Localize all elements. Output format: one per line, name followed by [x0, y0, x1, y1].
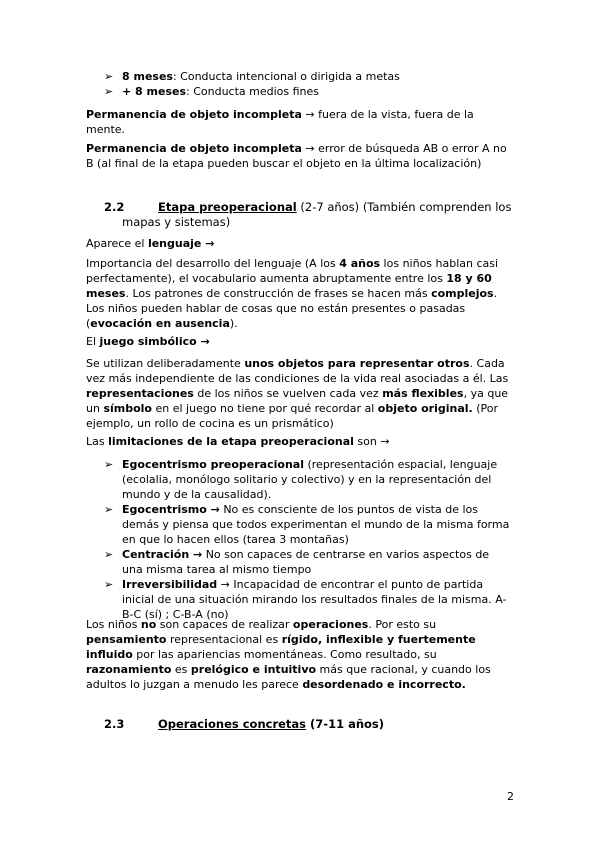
arrow-bullet-icon: ➢ — [104, 85, 114, 98]
list-item: ➢ 8 meses: Conducta intencional o dirigida a metas — [104, 70, 400, 83]
list-item: ➢ Irreversibilidad → Incapacidad de encontrar el punto de partida inicial de una situación mirando los resultados finales de la misma. A-B-C (sí) ; C-B-A (no) — [104, 578, 507, 621]
list-item: ➢ Centración → No son capaces de centrarse en varios aspectos de una misma tarea al mismo tiempo — [104, 548, 490, 576]
arrow-bullet-icon: ➢ — [104, 548, 114, 561]
arrow-bullet-icon: ➢ — [104, 70, 114, 83]
page-number: 2 — [507, 790, 514, 803]
arrow-bullet-icon: ➢ — [104, 503, 114, 516]
list-item: ➢ Egocentrismo → No es consciente de los puntos de vista de los demás y piensa que todos experimentan el mundo de la misma forma en que lo hacen ellos (tarea 3 montañas) — [104, 503, 510, 546]
section-heading-2-2: 2.2 Etapa preoperacional (2-7 años) (También comprenden los mapas y sistemas) — [104, 200, 512, 229]
list-item: ➢ Egocentrismo preoperacional (representación espacial, lenguaje (ecolalia, monólogo solitario y colectivo) y en la representación del mundo y de la causalidad). — [104, 458, 498, 501]
list-item: ➢ + 8 meses: Conducta medios fines — [104, 85, 320, 98]
paragraph-juego: Se utilizan deliberadamente unos objetos para representar otros. Cada vez más independiente de las condiciones de la vida real asociadas a él. Las representaciones de los niños se vuelven cada vez más flexibles, ya que un símbolo en el juego no tiene por qué recordar al objeto original. (Por ejemplo, un rollo de cocina es un prismático) — [86, 357, 509, 430]
paragraph-permanencia-2: Permanencia de objeto incompleta → error de búsqueda AB o error A no B (al final de la etapa pueden buscar el objeto en la última localización) — [86, 142, 507, 170]
arrow-bullet-icon: ➢ — [104, 578, 114, 591]
arrow-bullet-icon: ➢ — [104, 458, 114, 471]
top-bullet-list — [86, 69, 514, 99]
paragraph-operaciones: Los niños no son capaces de realizar operaciones. Por esto su pensamiento representacional es rígido, inflexible y fuertemente influido por las apariencias momentáneas. Como resultado, su razonamiento es prelógico e intuitivo más que racional, y cuando los adultos lo juzgan a menudo les parece desordenado e incorrecto. — [86, 618, 491, 691]
lenguaje-heading: Aparece el lenguaje → — [86, 237, 215, 250]
paragraph-permanencia-1: Permanencia de objeto incompleta → fuera de la vista, fuera de la mente. — [86, 108, 474, 136]
juego-heading: El juego simbólico → — [86, 335, 210, 348]
paragraph-lenguaje: Importancia del desarrollo del lenguaje (A los 4 años los niños hablan casi perfectamente), el vocabulario aumenta abruptamente entre los 18 y 60 meses. Los patrones de construcción de frases se hacen más complejos. Los niños pueden hablar de cosas que no están presentes o pasadas (evocación en ausencia). — [86, 257, 499, 330]
section-heading-2-3: 2.3 Operaciones concretas (7-11 años) — [104, 717, 385, 731]
limitaciones-list — [86, 457, 512, 622]
limitaciones-heading: Las limitaciones de la etapa preoperacional son → — [86, 435, 390, 448]
